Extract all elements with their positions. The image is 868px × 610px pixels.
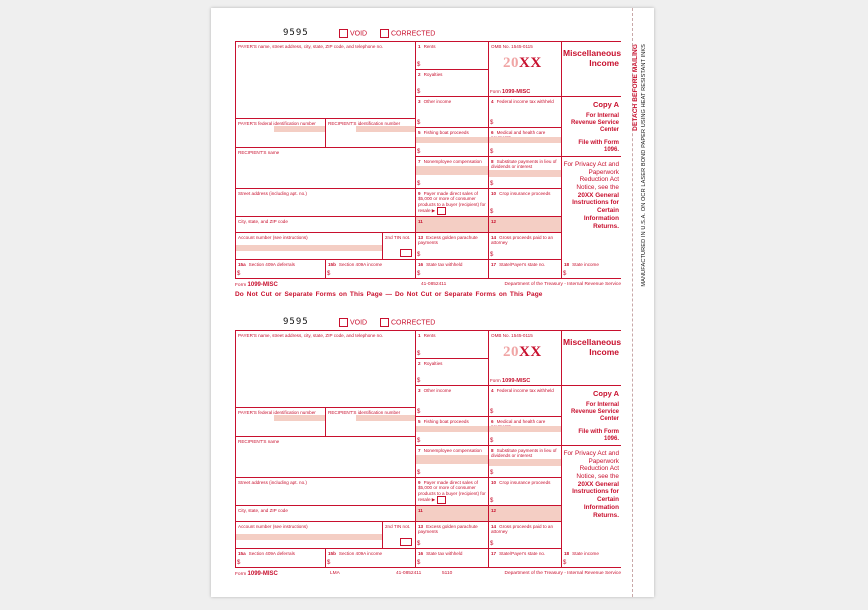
box-7-label: Nonemployee compensation	[423, 159, 482, 164]
form-sheet	[211, 8, 654, 597]
payer-tin-label: PAYER'S federal identification number	[238, 410, 316, 415]
box-15b-label: Section 409A income	[338, 551, 383, 556]
box-5-fishing-boat[interactable]: 5 Fishing boat proceeds $	[416, 417, 489, 446]
box-7-nonemployee-comp[interactable]: 7 Nonemployee compensation $	[416, 446, 489, 478]
box-16-state-tax[interactable]: 16 State tax withheld $	[416, 549, 489, 568]
payer-tin-field[interactable]	[235, 408, 326, 437]
recipient-tin-field[interactable]	[326, 119, 416, 148]
box-2-label: Royalties	[423, 72, 443, 77]
do-not-cut-notice: Do Not Cut or Separate Forms on This Page — Do Not Cut or Separate Forms on This Page	[235, 291, 543, 298]
payer-name-field[interactable]	[235, 330, 416, 408]
form-grid	[235, 41, 621, 279]
payer-name-label: PAYER'S name, street address, city, state, ZIP code, and telephone no.	[238, 333, 384, 338]
account-number-label: Account number (see instructions)	[238, 235, 308, 240]
box-8-substitute-payments[interactable]: 8 Substitute payments in lieu of dividends or interest $	[489, 446, 562, 478]
box-18-label: State income	[572, 262, 599, 267]
box-13-label: Excess golden parachute payments	[418, 235, 478, 246]
detach-text: DETACH BEFORE MAILING	[632, 44, 639, 131]
box-1-rents[interactable]: 1 Rents $	[416, 330, 489, 359]
box-13-label: Excess golden parachute payments	[418, 524, 478, 535]
footer-dept: Department of the Treasury - Internal Revenue Service	[504, 571, 621, 576]
recipient-tin-label: RECIPIENT'S identification number	[328, 410, 401, 415]
form-1099-misc-top	[235, 28, 621, 308]
box-10-crop-insurance[interactable]: 10 Crop insurance proceeds $	[489, 478, 562, 506]
manufactured-text: MANUFACTURED IN U.S.A. ON OCR LASER BOND PAPER USING HEAT RESISTANT INKS	[641, 44, 647, 287]
box-9-checkbox[interactable]	[437, 207, 446, 215]
copy-a-block	[562, 386, 621, 446]
box-6-medical[interactable]: 6 Medical and health care $	[489, 128, 562, 157]
box-7-nonemployee-comp[interactable]: 7 Nonemployee compensation $	[416, 157, 489, 189]
form-title: Miscellaneous Income	[563, 48, 621, 68]
void-checkbox[interactable]	[339, 318, 348, 327]
box-5-fishing-boat[interactable]: 5 Fishing boat proceeds $	[416, 128, 489, 157]
box-11: 11	[416, 217, 489, 233]
box-15a[interactable]: 15a Section 409A deferrals $	[235, 260, 326, 279]
box-10-label: Crop insurance proceeds	[499, 480, 551, 485]
corrected-label: CORRECTED	[390, 319, 436, 327]
second-tin-label: 2nd TIN not.	[385, 235, 411, 240]
recipient-name-label: RECIPIENT'S name	[238, 150, 280, 155]
box-9-label: Payer made direct sales of $5,000 or more of consumer products to a buyer (recipient) for resale ▶	[418, 191, 486, 214]
second-tin-checkbox[interactable]	[400, 249, 412, 257]
box-3-label: Other income	[423, 99, 452, 104]
footer-code: 41-0852411	[396, 571, 422, 576]
recipient-name-field[interactable]	[235, 437, 416, 478]
street-address-label: Street address (including apt. no.)	[238, 191, 307, 196]
box-15a-label: Section 409A deferrals	[248, 262, 295, 267]
city-state-zip-field[interactable]	[235, 506, 416, 522]
second-tin-checkbox[interactable]	[400, 538, 412, 546]
footer-code: 41-0852411	[421, 282, 447, 287]
corrected-option[interactable]	[380, 318, 435, 327]
year-block	[489, 41, 562, 97]
void-checkbox[interactable]	[339, 29, 348, 38]
box-14-label: Gross proceeds paid to an attorney	[491, 524, 554, 535]
box-9-direct-sales[interactable]: 9 Payer made direct sales of $5,000 or more of consumer products to a buyer (recipient) for resale ▶	[416, 189, 489, 217]
second-tin-notice-field[interactable]	[383, 233, 416, 260]
box-9-label: Payer made direct sales of $5,000 or more of consumer products to a buyer (recipient) for resale ▶	[418, 480, 486, 503]
form-code: 9595	[283, 317, 309, 327]
payer-tin-label: PAYER'S federal identification number	[238, 121, 316, 126]
second-tin-label: 2nd TIN not.	[385, 524, 411, 529]
box-12: 12	[489, 217, 562, 233]
form-header-line	[235, 28, 621, 40]
box-14-label: Gross proceeds paid to an attorney	[491, 235, 554, 246]
footer-dept: Department of the Treasury - Internal Revenue Service	[504, 282, 621, 287]
box-16-state-tax[interactable]: 16 State tax withheld $	[416, 260, 489, 279]
box-4-label: Federal income tax withheld	[496, 388, 554, 393]
corrected-label: CORRECTED	[390, 30, 436, 38]
box-15a[interactable]: 15a Section 409A deferrals $	[235, 549, 326, 568]
box-14-attorney[interactable]: 14 Gross proceeds paid to an attorney $	[489, 522, 562, 549]
account-number-label: Account number (see instructions)	[238, 524, 308, 529]
void-label: VOID	[349, 319, 368, 327]
footer-form-name: Form 1099-MISC	[235, 571, 278, 577]
box-4-fed-tax-withheld[interactable]: 4 Federal income tax withheld $	[489, 386, 562, 417]
box-4-fed-tax-withheld[interactable]: 4 Federal income tax withheld $	[489, 97, 562, 128]
payer-name-field[interactable]	[235, 41, 416, 119]
city-state-zip-label: City, state, and ZIP code	[238, 508, 288, 513]
form-1099-misc-bottom	[235, 317, 621, 597]
box-15b[interactable]: 15b Section 409A income $	[326, 549, 416, 568]
tax-year: 20XX	[503, 344, 542, 360]
recipient-tin-field[interactable]	[326, 408, 416, 437]
privacy-notice: For Privacy Act and Paperwork Reduction Act Notice, see the 20XX General Instructions for Certain Information Returns.	[563, 450, 619, 519]
box-2-royalties[interactable]: 2 Royalties $	[416, 70, 489, 97]
box-6-label: Medical and health care	[496, 130, 546, 135]
box-3-other-income[interactable]: 3 Other income $	[416, 386, 489, 417]
footer-form-name: Form 1099-MISC	[235, 282, 278, 288]
corrected-checkbox[interactable]	[380, 318, 389, 327]
box-2-label: Royalties	[423, 361, 443, 366]
footer-lma: LMA	[330, 571, 340, 576]
box-10-crop-insurance[interactable]: 10 Crop insurance proceeds $	[489, 189, 562, 217]
copy-a-block	[562, 97, 621, 157]
copy-a-text: Copy A For Internal Revenue Service Center File with Form 1096.	[570, 100, 619, 153]
box-13-golden-parachute[interactable]: 13 Excess golden parachute payments $	[416, 233, 489, 260]
box-13-golden-parachute[interactable]: 13 Excess golden parachute payments $	[416, 522, 489, 549]
box-7-label: Nonemployee compensation	[423, 448, 482, 453]
corrected-option[interactable]	[380, 29, 435, 38]
footer-number: 5110	[442, 571, 453, 576]
box-17-label: State/Payer's state no.	[499, 551, 546, 556]
box-3-label: Other income	[423, 388, 452, 393]
street-address-field[interactable]	[235, 189, 416, 217]
account-number-field[interactable]	[235, 233, 383, 260]
recipient-name-field[interactable]	[235, 148, 416, 189]
payer-name-label: PAYER'S name, street address, city, state, ZIP code, and telephone no.	[238, 44, 384, 49]
box-5-label: Fishing boat proceeds	[423, 130, 469, 135]
void-label: VOID	[349, 30, 368, 38]
box-12: 12	[489, 506, 562, 522]
box-15b[interactable]: 15b Section 409A income $	[326, 260, 416, 279]
recipient-name-label: RECIPIENT'S name	[238, 439, 280, 444]
box-1-label: Rents	[423, 44, 436, 49]
tax-year: 20XX	[503, 55, 542, 71]
box-6-label: Medical and health care	[496, 419, 546, 424]
privacy-notice: For Privacy Act and Paperwork Reduction Act Notice, see the 20XX General Instructions for Certain Information Returns.	[563, 161, 619, 230]
box-14-attorney[interactable]: 14 Gross proceeds paid to an attorney $	[489, 233, 562, 260]
second-tin-notice-field[interactable]	[383, 522, 416, 549]
city-state-zip-label: City, state, and ZIP code	[238, 219, 288, 224]
box-18-state-income[interactable]: 18 State income $	[562, 549, 621, 568]
privacy-block	[562, 157, 621, 260]
form-header-line	[235, 317, 621, 329]
year-block	[489, 330, 562, 386]
box-15a-label: Section 409A deferrals	[248, 551, 295, 556]
box-16-label: State tax withheld	[426, 551, 463, 556]
box-9-direct-sales[interactable]: 9 Payer made direct sales of $5,000 or more of consumer products to a buyer (recipient) for resale ▶	[416, 478, 489, 506]
box-10-label: Crop insurance proceeds	[499, 191, 551, 196]
account-number-field[interactable]	[235, 522, 383, 549]
privacy-block	[562, 446, 621, 549]
copy-a-text: Copy A For Internal Revenue Service Center File with Form 1096.	[570, 389, 619, 442]
recipient-tin-label: RECIPIENT'S identification number	[328, 121, 401, 126]
side-margin-text	[632, 44, 651, 302]
form-title: Miscellaneous Income	[563, 337, 621, 357]
box-3-other-income[interactable]: 3 Other income $	[416, 97, 489, 128]
void-option[interactable]	[339, 318, 367, 327]
payer-tin-field[interactable]	[235, 119, 326, 148]
box-9-checkbox[interactable]	[437, 496, 446, 504]
box-15b-label: Section 409A income	[338, 262, 383, 267]
form-name-label: Form 1099-MISC	[490, 88, 531, 95]
title-block	[562, 41, 621, 97]
omb-number: OMB No. 1545-0115	[491, 333, 533, 338]
street-address-label: Street address (including apt. no.)	[238, 480, 307, 485]
box-17-state-payer-no[interactable]: 17 State/Payer's state no.	[489, 260, 562, 279]
box-8-label: Substitute payments in lieu of dividends or interest	[491, 159, 557, 170]
box-17-label: State/Payer's state no.	[499, 262, 546, 267]
corrected-checkbox[interactable]	[380, 29, 389, 38]
box-2-royalties[interactable]: 2 Royalties $	[416, 359, 489, 386]
box-5-label: Fishing boat proceeds	[423, 419, 469, 424]
box-4-label: Federal income tax withheld	[496, 99, 554, 104]
street-address-field[interactable]	[235, 478, 416, 506]
box-1-label: Rents	[423, 333, 436, 338]
city-state-zip-field[interactable]	[235, 217, 416, 233]
form-code: 9595	[283, 28, 309, 38]
box-18-label: State income	[572, 551, 599, 556]
box-6-medical[interactable]: 6 Medical and health care $	[489, 417, 562, 446]
title-block	[562, 330, 621, 386]
box-1-rents[interactable]: 1 Rents $	[416, 41, 489, 70]
box-8-substitute-payments[interactable]: 8 Substitute payments in lieu of dividends or interest $	[489, 157, 562, 189]
form-grid	[235, 330, 621, 568]
box-16-label: State tax withheld	[426, 262, 463, 267]
box-8-label: Substitute payments in lieu of dividends or interest	[491, 448, 557, 459]
form-name-label: Form 1099-MISC	[490, 377, 531, 384]
box-17-state-payer-no[interactable]: 17 State/Payer's state no.	[489, 549, 562, 568]
box-11: 11	[416, 506, 489, 522]
void-option[interactable]	[339, 29, 367, 38]
box-18-state-income[interactable]: 18 State income $	[562, 260, 621, 279]
omb-number: OMB No. 1545-0115	[491, 44, 533, 49]
